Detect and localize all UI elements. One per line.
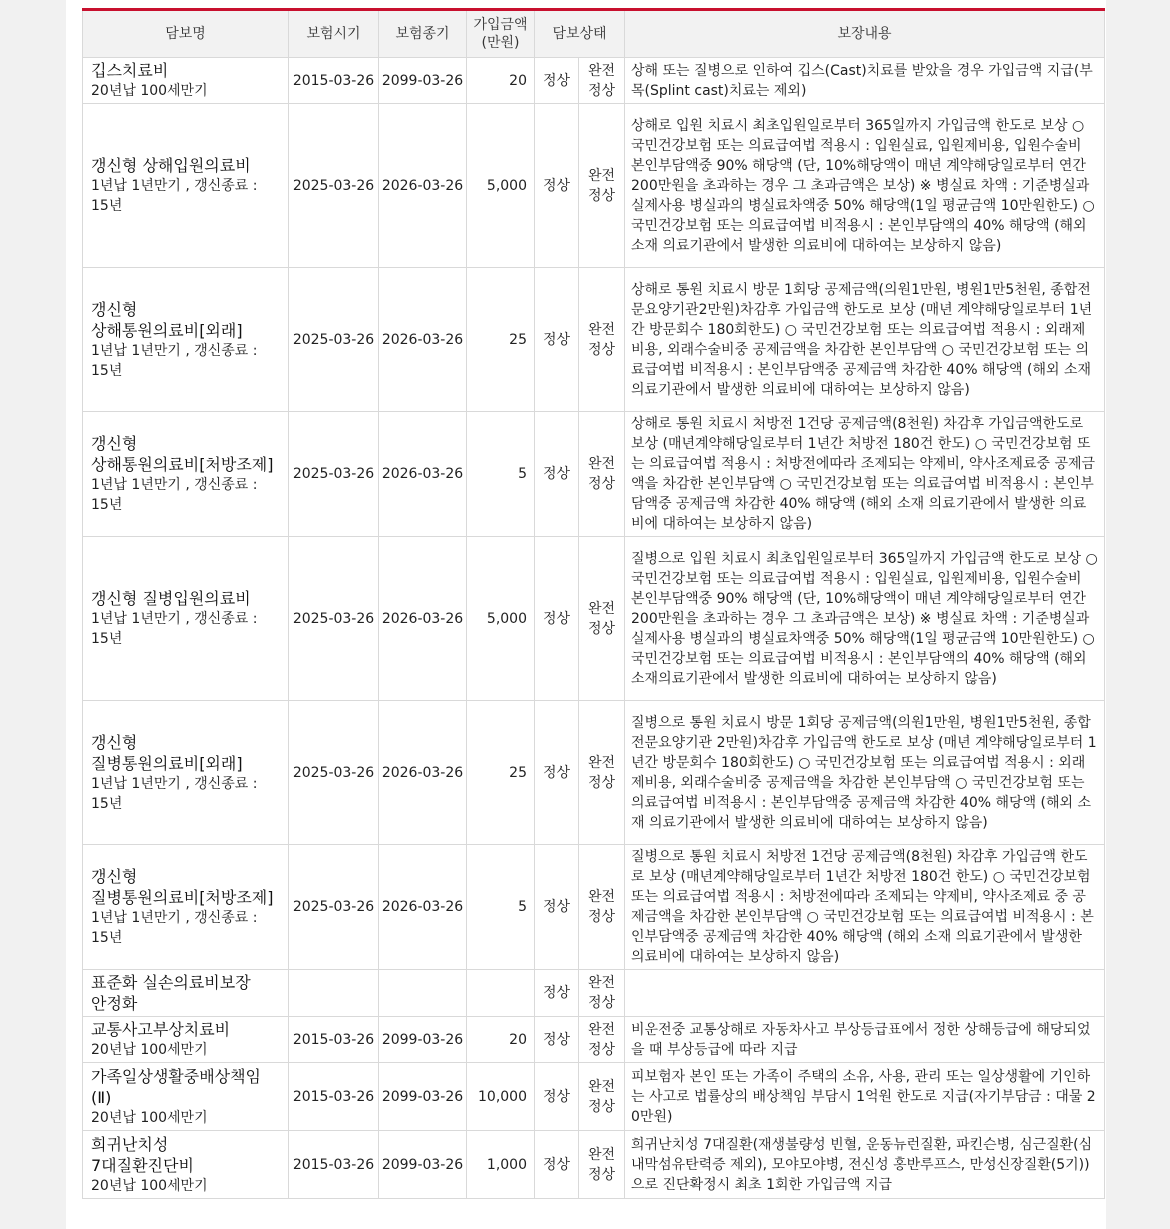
payment-status-cell: [579, 1063, 625, 1131]
coverage-table: [82, 8, 1105, 1199]
coverage-name: 질병통원의료비[외래]: [91, 753, 243, 773]
payment-status-line2: 정상: [587, 187, 616, 204]
payment-status-line2: 정상: [587, 620, 616, 637]
coverage-name: 갱신형: [91, 434, 138, 453]
header-description: 보장내용: [625, 10, 1105, 58]
coverage-term: 15년: [91, 497, 123, 513]
start-date-cell: 2025-03-26: [289, 701, 379, 845]
payment-status-line1: 완전: [587, 456, 616, 472]
table-row: [83, 970, 1105, 1017]
coverage-name: 상해통원의료비[외래]: [91, 320, 243, 340]
payment-status-line1: 완전: [587, 975, 616, 991]
end-date-cell: [379, 970, 467, 1017]
coverage-description-cell: 희귀난치성 7대질환(재생불량성 빈혈, 운동뉴런질환, 파킨슨병, 심근질환(심내막섬유탄력증 제외), 모야모야병, 전신성 홍반루프스, 만성신장질환(5기))으로 진단확정시 최초 1회한 가입금액 지급: [625, 1131, 1105, 1199]
table-header: [83, 10, 1105, 58]
payment-status-line1: 완전: [587, 754, 616, 771]
payment-status-line2: 정상: [587, 82, 616, 99]
coverage-term: 20년납 100세만기: [91, 1109, 208, 1126]
table-row: [83, 1017, 1105, 1063]
coverage-name: (Ⅱ): [91, 1087, 112, 1107]
start-date-cell: 2015-03-26: [289, 1063, 379, 1131]
coverage-description-cell: 질병으로 통원 치료시 처방전 1건당 공제금액(8천원) 차감후 가입금액 한도로 보상 (매년계약해당일로부터 1년간 처방전 180건 한도) ○ 국민건강보험 또는 의료급여법 적용시 : 처방전에따라 조제되는 약제비, 약사조제료 중 공제금액을 차감한 본인부담액 ○ 국민건강보험 또는 의료급여법 비적용시 : 본인부담액중 공제금액 차감한 40% 해당액 (해외 소재 의료기관에서 발생한 의료비에 대하여는 보상하지 않음): [625, 845, 1105, 970]
table-header-row: [83, 10, 1105, 58]
coverage-term: 1년납 1년만기 , 갱신종료 :: [91, 178, 258, 194]
payment-status-line1: 완전: [587, 321, 616, 338]
coverage-name: 가족일상생활중배상책임: [91, 1066, 262, 1086]
payment-status-line2: 정상: [587, 476, 616, 492]
coverage-name: 희귀난치성: [91, 1134, 169, 1154]
start-date-cell: 2025-03-26: [289, 845, 379, 970]
start-date-cell: 2025-03-26: [289, 104, 379, 268]
coverage-name-cell: [83, 970, 289, 1017]
payment-status-line1: 완전: [587, 1021, 616, 1038]
status-cell: 정상: [535, 1017, 579, 1063]
coverage-name: 갱신형: [91, 299, 138, 319]
payment-status-line2: 정상: [587, 1041, 616, 1058]
coverage-name: 갱신형 질병입원의료비: [91, 589, 251, 608]
header-end-date: 보험종기: [379, 10, 467, 58]
header-amount-line2: (만원): [481, 35, 520, 51]
payment-status-line1: 완전: [587, 600, 616, 617]
status-cell: 정상: [535, 1131, 579, 1199]
payment-status-cell: [579, 104, 625, 268]
coverage-name-cell: [83, 537, 289, 701]
header-start-date: 보험시기: [289, 10, 379, 58]
status-cell: 정상: [535, 845, 579, 970]
coverage-term: 1년납 1년만기 , 갱신종료 :: [91, 611, 258, 627]
coverage-description-cell: 상해로 입원 치료시 최초입원일로부터 365일까지 가입금액 한도로 보상 ○ 국민건강보험 또는 의료급여법 적용시 : 입원실료, 입원제비용, 입원수술비 본인부담액중 90% 해당액 (단, 10%해당액이 매년 계약해당일로부터 연간 200만원을 초과하는 경우 그 초과금액은 보상) ※ 병실료 차액 : 기준병실과 실제사용 병실과의 병실료차액중 50% 해당액(1일 평균금액 10만원한도) ○ 국민건강보험 또는 의료급여법 비적용시 : 본인부담액의 40% 해당액 (해외 소재 의료기관에서 발생한 의료비에 대하여는 보상하지 않음): [625, 104, 1105, 268]
coverage-term: 1년납 1년만기 , 갱신종료 :: [91, 910, 258, 926]
start-date-cell: 2025-03-26: [289, 268, 379, 412]
coverage-description-cell: 상해로 통원 치료시 방문 1회당 공제금액(의원1만원, 병원1만5천원, 종합전문요양기관2만원)차감후 가입금액 한도로 보상 (매년 계약해당일로부터 1년간 방문회수 180회한도) ○ 국민건강보험 또는 의료급여법 적용시 : 외래제비용, 외래수술비중 공제금액을 차감한 본인부담액 ○ 국민건강보험 또는 의료급여법 비적용시 : 본인부담액중 공제금액 차감한 40% 해당액 (해외 소재 의료기관에서 발생한 의료비에 대하여는 보상하지 않음): [625, 268, 1105, 412]
table-row: [83, 537, 1105, 701]
payment-status-line2: 정상: [587, 1166, 616, 1183]
coverage-term: 1년납 1년만기 , 갱신종료 :: [91, 775, 258, 792]
coverage-name: 갱신형 상해입원의료비: [91, 156, 251, 175]
amount-cell: 20: [467, 1017, 535, 1063]
coverage-name-cell: [83, 412, 289, 537]
start-date-cell: [289, 970, 379, 1017]
end-date-cell: 2099-03-26: [379, 1063, 467, 1131]
coverage-term: 1년납 1년만기 , 갱신종료 :: [91, 477, 258, 493]
start-date-cell: 2025-03-26: [289, 412, 379, 537]
amount-cell: 5,000: [467, 104, 535, 268]
status-cell: 정상: [535, 537, 579, 701]
amount-cell: 5: [467, 845, 535, 970]
coverage-term: 15년: [91, 795, 123, 812]
header-amount: [467, 10, 535, 58]
payment-status-line2: 정상: [587, 774, 616, 791]
amount-cell: 20: [467, 58, 535, 104]
coverage-description-cell: 피보험자 본인 또는 가족이 주택의 소유, 사용, 관리 또는 일상생활에 기인하는 사고로 법률상의 배상책임 부담시 1억원 한도로 지급(자기부담금 : 대물 20만원): [625, 1063, 1105, 1131]
status-cell: 정상: [535, 104, 579, 268]
coverage-name: 질병통원의료비[처방조제]: [91, 888, 274, 907]
payment-status-line2: 정상: [587, 909, 616, 925]
coverage-description-cell: 질병으로 입원 치료시 최초입원일로부터 365일까지 가입금액 한도로 보상 ○ 국민건강보험 또는 의료급여법 적용시 : 입원실료, 입원제비용, 입원수술비 본인부담액중 90% 해당액 (단, 10%해당액이 매년 계약해당일로부터 연간 200만원을 초과하는 경우 그 초과금액은 보상) ※ 병실료 차액 : 기준병실과 실제사용 병실과의 병실료차액중 50% 해당액(1일 평균금액 10만원한도) ○ 국민건강보험 또는 의료급여법 비적용시 : 본인부담액의 40% 해당액 (해외 소재의료기관에서 발생한 의료비에 대하여는 보상하지 않음): [625, 537, 1105, 701]
end-date-cell: 2099-03-26: [379, 58, 467, 104]
start-date-cell: 2015-03-26: [289, 1131, 379, 1199]
payment-status-line2: 정상: [587, 995, 616, 1011]
status-cell: 정상: [535, 970, 579, 1017]
status-cell: 정상: [535, 1063, 579, 1131]
coverage-name-cell: [83, 1017, 289, 1063]
coverage-term: 20년납 100세만기: [91, 83, 208, 99]
status-cell: 정상: [535, 58, 579, 104]
table-row: [83, 268, 1105, 412]
coverage-term: 20년납 100세만기: [91, 1042, 208, 1058]
amount-cell: 25: [467, 268, 535, 412]
payment-status-cell: [579, 58, 625, 104]
payment-status-cell: [579, 412, 625, 537]
status-cell: 정상: [535, 268, 579, 412]
amount-cell: 10,000: [467, 1063, 535, 1131]
coverage-name-cell: [83, 1131, 289, 1199]
amount-cell: 25: [467, 701, 535, 845]
payment-status-line1: 완전: [587, 1146, 616, 1163]
payment-status-line1: 완전: [587, 889, 616, 905]
table-body: [83, 58, 1105, 1199]
end-date-cell: 2026-03-26: [379, 537, 467, 701]
coverage-name-cell: [83, 701, 289, 845]
coverage-name: 안정화: [91, 994, 138, 1013]
coverage-term: 20년납 100세만기: [91, 1177, 208, 1194]
coverage-term: 1년납 1년만기 , 갱신종료 :: [91, 342, 258, 359]
coverage-name-cell: [83, 1063, 289, 1131]
coverage-name-cell: [83, 268, 289, 412]
end-date-cell: 2026-03-26: [379, 701, 467, 845]
coverage-name: 표준화 실손의료비보장: [91, 973, 251, 992]
end-date-cell: 2026-03-26: [379, 268, 467, 412]
start-date-cell: 2015-03-26: [289, 58, 379, 104]
payment-status-line1: 완전: [587, 167, 616, 184]
table-row: [83, 104, 1105, 268]
coverage-term: 15년: [91, 362, 123, 379]
payment-status-cell: [579, 970, 625, 1017]
payment-status-cell: [579, 1017, 625, 1063]
coverage-name: 교통사고부상치료비: [91, 1020, 231, 1039]
payment-status-line2: 정상: [587, 341, 616, 358]
table-row: [83, 701, 1105, 845]
table-row: [83, 1131, 1105, 1199]
payment-status-cell: [579, 701, 625, 845]
end-date-cell: 2099-03-26: [379, 1131, 467, 1199]
payment-status-line1: 완전: [587, 62, 616, 79]
status-cell: 정상: [535, 412, 579, 537]
coverage-name: 갱신형: [91, 732, 138, 752]
coverage-description-cell: 비운전중 교통상해로 자동차사고 부상등급표에서 정한 상해등급에 해당되었을 때 부상등급에 따라 지급: [625, 1017, 1105, 1063]
end-date-cell: 2026-03-26: [379, 104, 467, 268]
amount-cell: 1,000: [467, 1131, 535, 1199]
header-amount-line1: 가입금액: [473, 17, 528, 33]
coverage-name: 7대질환진단비: [91, 1155, 194, 1175]
header-name: 담보명: [83, 10, 289, 58]
end-date-cell: 2026-03-26: [379, 845, 467, 970]
end-date-cell: 2026-03-26: [379, 412, 467, 537]
coverage-name-cell: [83, 104, 289, 268]
coverage-name-cell: [83, 58, 289, 104]
coverage-description-cell: 상해로 통원 치료시 처방전 1건당 공제금액(8천원) 차감후 가입금액한도로 보상 (매년계약해당일로부터 1년간 처방전 180건 한도) ○ 국민건강보험 또는 의료급여법 적용시 : 처방전에따라 조제되는 약제비, 약사조제료중 공제금액을 차감한 본인부담액 ○ 국민건강보험 또는 의료급여법 비적용시 : 본인부담액중 공제금액 차감한 40% 해당액 (해외 소재 의료기관에서 발생한 의료비에 대하여는 보상하지 않음): [625, 412, 1105, 537]
table-row: [83, 412, 1105, 537]
coverage-description-cell: 상해 또는 질병으로 인하여 깁스(Cast)치료를 받았을 경우 가입금액 지급(부목(Splint cast)치료는 제외): [625, 58, 1105, 104]
start-date-cell: 2015-03-26: [289, 1017, 379, 1063]
coverage-name: 상해통원의료비[처방조제]: [91, 455, 274, 474]
coverage-name: 깁스치료비: [91, 61, 169, 80]
table-row: [83, 58, 1105, 104]
payment-status-cell: [579, 1131, 625, 1199]
payment-status-cell: [579, 845, 625, 970]
start-date-cell: 2025-03-26: [289, 537, 379, 701]
table-row: [83, 845, 1105, 970]
payment-status-cell: [579, 537, 625, 701]
coverage-term: 15년: [91, 631, 123, 647]
coverage-name: 갱신형: [91, 867, 138, 886]
coverage-description-cell: 질병으로 통원 치료시 방문 1회당 공제금액(의원1만원, 병원1만5천원, 종합전문요양기관 2만원)차감후 가입금액 한도로 보상 (매년 계약해당일로부터 1년간 방문회수 180회한도) ○ 국민건강보험 또는 의료급여법 적용시 : 외래제비용, 외래수술비중 공제금액을 차감한 본인부담액 ○ 국민건강보험 또는 의료급여법 비적용시 : 본인부담액중 공제금액 차감한 40% 해당액 (해외 소재 의료기관에서 발생한 의료비에 대하여는 보상하지 않음): [625, 701, 1105, 845]
payment-status-cell: [579, 268, 625, 412]
coverage-name-cell: [83, 845, 289, 970]
coverage-term: 15년: [91, 930, 123, 946]
coverage-term: 15년: [91, 198, 123, 214]
end-date-cell: 2099-03-26: [379, 1017, 467, 1063]
coverage-description-cell: [625, 970, 1105, 1017]
table-row: [83, 1063, 1105, 1131]
status-cell: 정상: [535, 701, 579, 845]
amount-cell: 5,000: [467, 537, 535, 701]
amount-cell: 5: [467, 412, 535, 537]
amount-cell: [467, 970, 535, 1017]
payment-status-line1: 완전: [587, 1078, 616, 1095]
payment-status-line2: 정상: [587, 1098, 616, 1115]
header-status: 담보상태: [535, 10, 625, 58]
